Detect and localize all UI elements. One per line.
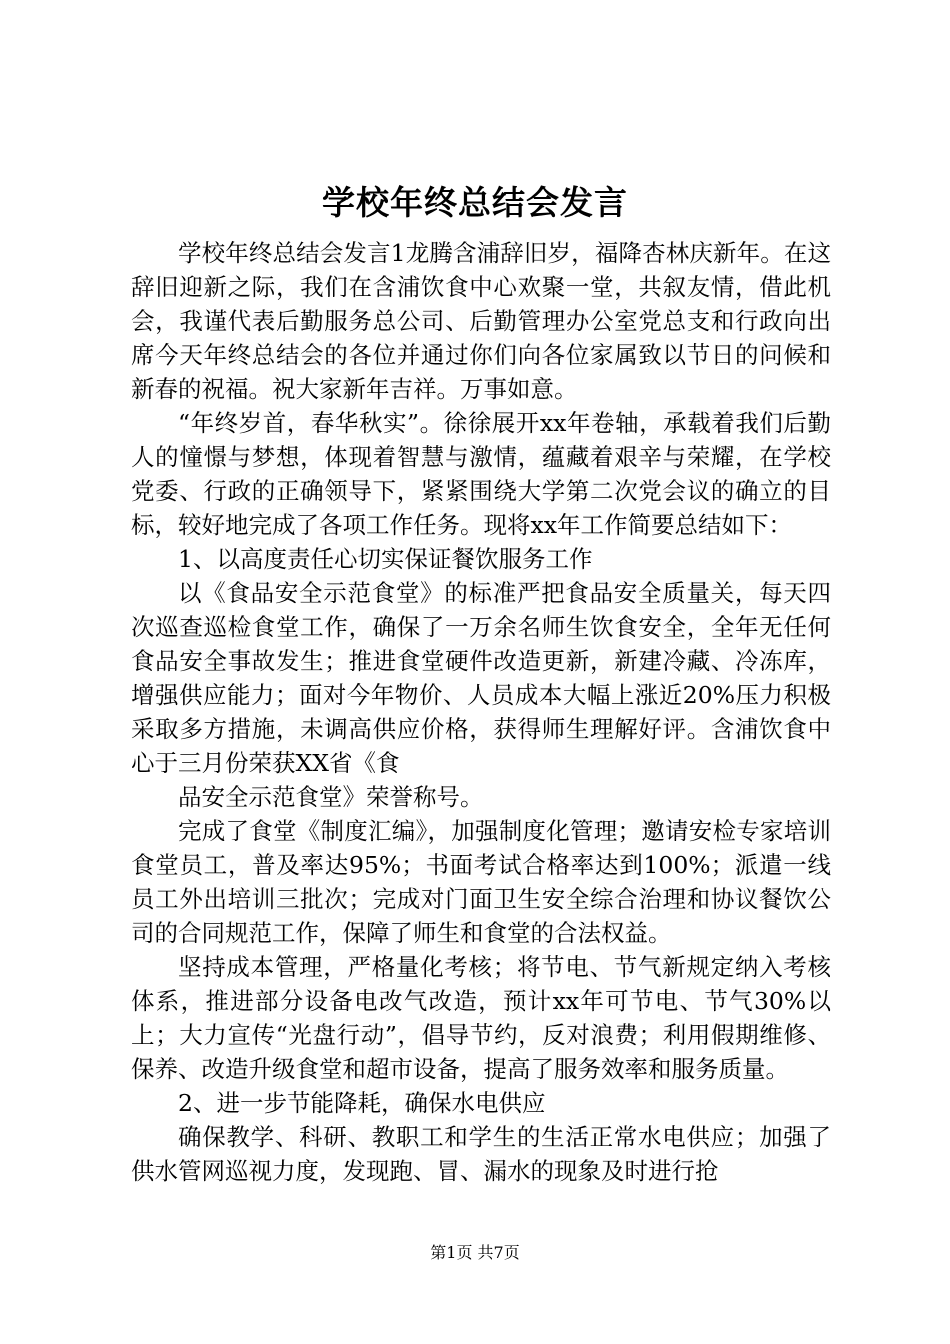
section-heading-energy: 2、进一步节能降耗，确保水电供应 — [178, 1089, 546, 1117]
paragraph-food-safety-cont: 品安全示范食堂》荣誉称号。 — [178, 783, 484, 811]
paragraph-cost-management: 坚持成本管理，严格量化考核；将节电、节气新规定纳入考核体系，推进部分设备电改气改造，预计xx年可节电、节气30%以上；大力宣传“光盘行动”，倡导节约，反对浪费；利用假期维修、保养、改造升级食堂和超市设备，提高了服务效率和服务质量。 — [131, 953, 831, 1083]
document-title: 学校年终总结会发言 — [322, 183, 628, 222]
paragraph-intro: 学校年终总结会发言1龙腾含浦辞旧岁，福降杏林庆新年。在这辞旧迎新之际，我们在含浦饮食中心欢聚一堂，共叙友情，借此机会，我谨代表后勤服务总公司、后勤管理办公室党总支和行政向出席今天年终总结会的各位并通过你们向各位家属致以节日的问候和新春的祝福。祝大家新年吉祥。万事如意。 — [131, 239, 831, 403]
paragraph-utilities: 确保教学、科研、教职工和学生的生活正常水电供应；加强了供水管网巡视力度，发现跑、冒、漏水的现象及时进行抢 — [131, 1123, 831, 1185]
page-number: 第1页 共7页 — [430, 1243, 520, 1262]
paragraph-regulations: 完成了食堂《制度汇编》，加强制度化管理；邀请安检专家培训食堂员工，普及率达95%；书面考试合格率达到100%；派遣一线员工外出培训三批次；完成对门面卫生安全综合治理和协议餐饮公司的合同规范工作，保障了师生和食堂的合法权益。 — [131, 817, 831, 947]
paragraph-food-safety: 以《食品安全示范食堂》的标准严把食品安全质量关，每天四次巡查巡检食堂工作，确保了一万余名师生饮食安全，全年无任何食品安全事故发生；推进食堂硬件改造更新，新建冷藏、冷冻库，增强供应能力；面对今年物价、人员成本大幅上涨近20%压力积极采取多方措施，未调高供应价格，获得师生理解好评。含浦饮食中心于三月份荣获XX省《食 — [131, 579, 831, 777]
paragraph-overview: “年终岁首，春华秋实”。徐徐展开xx年卷轴，承载着我们后勤人的憧憬与梦想，体现着智慧与激情，蕴藏着艰辛与荣耀，在学校党委、行政的正确领导下，紧紧围绕大学第二次党会议的确立的目标，较好地完成了各项工作任务。现将xx年工作简要总结如下： — [131, 409, 831, 539]
document-body — [131, 236, 831, 1188]
section-heading-catering: 1、以高度责任心切实保证餐饮服务工作 — [178, 545, 593, 573]
